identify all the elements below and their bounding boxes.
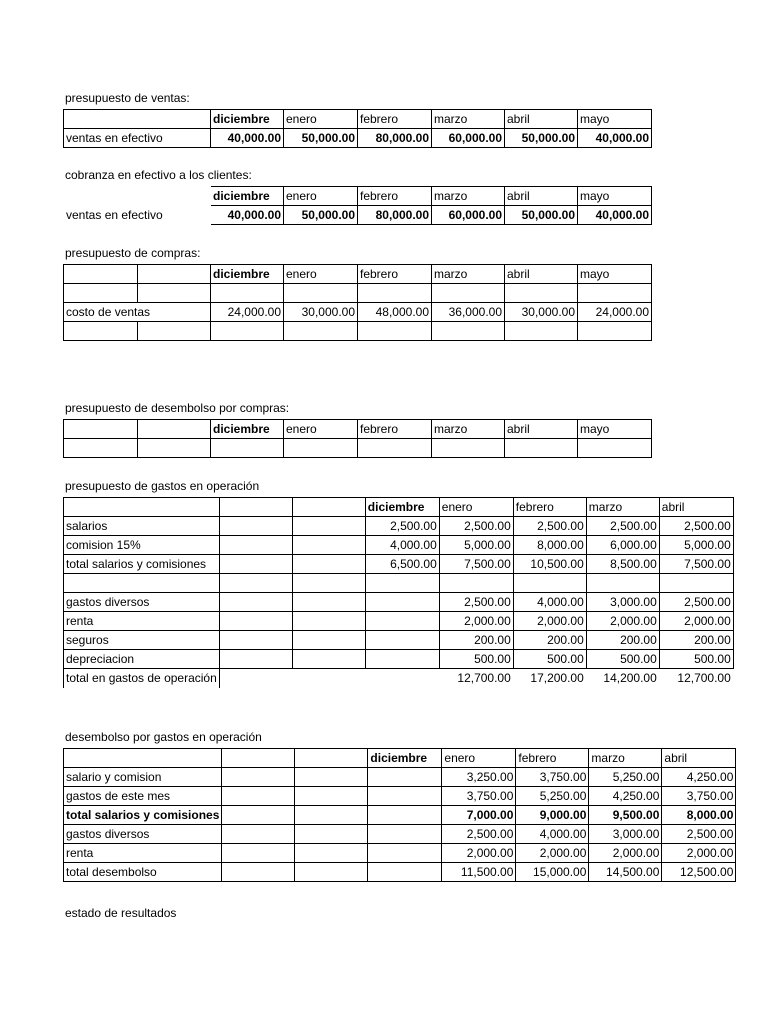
- value-cell: 2,000.00: [659, 612, 733, 631]
- value-cell: 200.00: [586, 631, 659, 650]
- value-cell: 11,500.00: [442, 863, 516, 882]
- value-cell: 14,500.00: [589, 863, 662, 882]
- month-header: febrero: [358, 187, 432, 206]
- row-label: total en gastos de operación: [64, 669, 220, 688]
- value-cell: [368, 768, 442, 787]
- ventas-title: presupuesto de ventas:: [65, 91, 190, 105]
- compras-row: [64, 303, 652, 322]
- value-cell: 3,000.00: [589, 825, 662, 844]
- value-cell: 5,250.00: [516, 787, 589, 806]
- value-cell: 2,000.00: [662, 844, 736, 863]
- value-cell: 9,500.00: [589, 806, 662, 825]
- value-cell: 2,500.00: [442, 825, 516, 844]
- row-label: renta: [64, 844, 222, 863]
- compras-table: [63, 264, 652, 341]
- value-cell: 12,700.00: [659, 669, 733, 688]
- table-row: [64, 612, 734, 631]
- value-cell: 24,000.00: [211, 303, 284, 322]
- compras-title: presupuesto de compras:: [65, 246, 201, 260]
- value-cell: 80,000.00: [358, 206, 432, 225]
- ventas-row: [64, 129, 652, 148]
- value-cell: 500.00: [659, 650, 733, 669]
- row-label: gastos de este mes: [64, 787, 222, 806]
- month-header: mayo: [578, 110, 652, 129]
- value-cell: 2,000.00: [513, 612, 586, 631]
- value-cell: 30,000.00: [284, 303, 358, 322]
- table-row: [64, 844, 736, 863]
- row-label: renta: [64, 612, 220, 631]
- gastos-header-row: [64, 498, 734, 517]
- month-header: marzo: [432, 110, 505, 129]
- value-cell: 500.00: [439, 650, 513, 669]
- month-header: febrero: [358, 265, 432, 284]
- value-cell: [368, 863, 442, 882]
- compras-header-row: [64, 265, 652, 284]
- month-header: enero: [284, 187, 358, 206]
- value-cell: 36,000.00: [432, 303, 505, 322]
- value-cell: [513, 574, 586, 593]
- value-cell: 60,000.00: [432, 129, 505, 148]
- value-cell: 3,250.00: [442, 768, 516, 787]
- cobranza-table: [63, 186, 652, 225]
- month-header: enero: [284, 265, 358, 284]
- value-cell: 6,500.00: [365, 555, 439, 574]
- value-cell: 60,000.00: [432, 206, 505, 225]
- value-cell: 2,000.00: [586, 612, 659, 631]
- month-header: diciembre: [365, 498, 439, 517]
- table-row: [64, 669, 734, 688]
- row-label: depreciacion: [64, 650, 220, 669]
- table-row: [64, 650, 734, 669]
- value-cell: 7,000.00: [442, 806, 516, 825]
- value-cell: [365, 593, 439, 612]
- value-cell: 15,000.00: [516, 863, 589, 882]
- month-header: mayo: [578, 265, 652, 284]
- row-label: salario y comision: [64, 768, 222, 787]
- value-cell: [368, 844, 442, 863]
- value-cell: 9,000.00: [516, 806, 589, 825]
- value-cell: 200.00: [513, 631, 586, 650]
- value-cell: 8,000.00: [513, 536, 586, 555]
- value-cell: 30,000.00: [505, 303, 578, 322]
- month-header: abril: [662, 749, 736, 768]
- value-cell: 50,000.00: [284, 206, 358, 225]
- row-label: total desembolso: [64, 863, 222, 882]
- month-header: abril: [505, 110, 578, 129]
- table-row: [64, 517, 734, 536]
- value-cell: 50,000.00: [505, 206, 578, 225]
- row-label: comision 15%: [64, 536, 220, 555]
- desembolso-compras-header-row: [64, 420, 652, 439]
- row-label-text: ventas en efectivo: [66, 208, 163, 222]
- month-header: diciembre: [211, 265, 284, 284]
- value-cell: 4,000.00: [513, 593, 586, 612]
- value-cell: [368, 806, 442, 825]
- value-cell: 5,000.00: [439, 536, 513, 555]
- gastos-table: [63, 497, 734, 688]
- value-cell: 6,000.00: [586, 536, 659, 555]
- month-header: enero: [439, 498, 513, 517]
- value-cell: 2,500.00: [659, 517, 733, 536]
- row-label: ventas en efectivo: [64, 129, 211, 148]
- month-header: mayo: [578, 187, 652, 206]
- ventas-table: [63, 109, 652, 148]
- value-cell: 2,500.00: [659, 593, 733, 612]
- table-row: [64, 787, 736, 806]
- value-cell: 17,200.00: [513, 669, 586, 688]
- value-cell: 40,000.00: [578, 129, 652, 148]
- value-cell: 50,000.00: [284, 129, 358, 148]
- ventas-header-row: [64, 110, 652, 129]
- value-cell: 2,000.00: [589, 844, 662, 863]
- month-header: marzo: [586, 498, 659, 517]
- month-header: marzo: [432, 420, 505, 439]
- row-label: [64, 574, 220, 593]
- month-header: marzo: [432, 187, 505, 206]
- value-cell: 3,000.00: [586, 593, 659, 612]
- table-row: [64, 806, 736, 825]
- estado-title: estado de resultados: [65, 906, 177, 920]
- value-cell: [439, 574, 513, 593]
- row-label: gastos diversos: [64, 593, 220, 612]
- value-cell: 40,000.00: [578, 206, 652, 225]
- value-cell: 4,250.00: [589, 787, 662, 806]
- value-cell: 4,000.00: [516, 825, 589, 844]
- table-row: [64, 631, 734, 650]
- row-label: seguros: [64, 631, 220, 650]
- value-cell: 200.00: [659, 631, 733, 650]
- value-cell: 14,200.00: [586, 669, 659, 688]
- table-row: [64, 768, 736, 787]
- value-cell: 10,500.00: [513, 555, 586, 574]
- value-cell: [365, 574, 439, 593]
- cobranza-title: cobranza en efectivo a los clientes:: [65, 168, 252, 182]
- month-header: mayo: [578, 420, 652, 439]
- value-cell: 12,500.00: [662, 863, 736, 882]
- month-header: febrero: [516, 749, 589, 768]
- value-cell: 2,500.00: [439, 593, 513, 612]
- month-header: diciembre: [211, 420, 284, 439]
- value-cell: 2,500.00: [513, 517, 586, 536]
- value-cell: 4,250.00: [662, 768, 736, 787]
- desembolso-compras-title: presupuesto de desembolso por compras:: [65, 401, 290, 415]
- compras-empty-row: [64, 322, 652, 341]
- value-cell: 48,000.00: [358, 303, 432, 322]
- value-cell: 50,000.00: [505, 129, 578, 148]
- month-header: abril: [659, 498, 733, 517]
- cobranza-header-row: [64, 187, 652, 206]
- value-cell: 500.00: [586, 650, 659, 669]
- row-label: gastos diversos: [64, 825, 222, 844]
- value-cell: 80,000.00: [358, 129, 432, 148]
- row-label: total salarios y comisiones: [64, 555, 220, 574]
- value-cell: [365, 669, 439, 688]
- table-row: [64, 536, 734, 555]
- value-cell: 2,000.00: [516, 844, 589, 863]
- value-cell: 7,500.00: [439, 555, 513, 574]
- month-header: enero: [442, 749, 516, 768]
- value-cell: 2,500.00: [662, 825, 736, 844]
- table-row: [64, 574, 734, 593]
- value-cell: 2,000.00: [439, 612, 513, 631]
- value-cell: 200.00: [439, 631, 513, 650]
- value-cell: 3,750.00: [662, 787, 736, 806]
- desembolso-compras-table: [63, 419, 652, 458]
- value-cell: 40,000.00: [211, 129, 284, 148]
- month-header: enero: [284, 420, 358, 439]
- value-cell: 8,500.00: [586, 555, 659, 574]
- row-label: total salarios y comisiones: [64, 806, 222, 825]
- value-cell: [586, 574, 659, 593]
- month-header: diciembre: [211, 110, 284, 129]
- month-header: febrero: [358, 420, 432, 439]
- value-cell: [365, 631, 439, 650]
- value-cell: 5,000.00: [659, 536, 733, 555]
- value-cell: 2,500.00: [365, 517, 439, 536]
- table-row: [64, 825, 736, 844]
- gastos-title: presupuesto de gastos en operación: [65, 479, 260, 493]
- value-cell: 2,000.00: [442, 844, 516, 863]
- value-cell: [365, 650, 439, 669]
- value-cell: [368, 787, 442, 806]
- month-header: marzo: [432, 265, 505, 284]
- table-row: [64, 593, 734, 612]
- month-header: enero: [284, 110, 358, 129]
- value-cell: [659, 574, 733, 593]
- month-header: diciembre: [368, 749, 442, 768]
- value-cell: 3,750.00: [442, 787, 516, 806]
- value-cell: [368, 825, 442, 844]
- row-label: costo de ventas: [64, 303, 211, 322]
- row-label: salarios: [64, 517, 220, 536]
- value-cell: 3,750.00: [516, 768, 589, 787]
- month-header: diciembre: [211, 187, 284, 206]
- value-cell: 2,500.00: [586, 517, 659, 536]
- desembolso-gastos-table: [63, 748, 736, 882]
- month-header: abril: [505, 265, 578, 284]
- value-cell: 5,250.00: [589, 768, 662, 787]
- value-cell: 7,500.00: [659, 555, 733, 574]
- value-cell: 4,000.00: [365, 536, 439, 555]
- month-header: abril: [505, 187, 578, 206]
- desembolso-gastos-title: desembolso por gastos en operación: [65, 730, 262, 744]
- desembolso-compras-empty-row: [64, 439, 652, 458]
- value-cell: 12,700.00: [439, 669, 513, 688]
- value-cell: 8,000.00: [662, 806, 736, 825]
- month-header: abril: [505, 420, 578, 439]
- table-row: [64, 555, 734, 574]
- desembolso-gastos-header-row: [64, 749, 736, 768]
- month-header: febrero: [513, 498, 586, 517]
- value-cell: 40,000.00: [211, 206, 284, 225]
- value-cell: 2,500.00: [439, 517, 513, 536]
- value-cell: [365, 612, 439, 631]
- month-header: marzo: [589, 749, 662, 768]
- month-header: febrero: [358, 110, 432, 129]
- table-row: [64, 863, 736, 882]
- row-label: [64, 206, 211, 225]
- value-cell: 24,000.00: [578, 303, 652, 322]
- cobranza-row: [64, 206, 652, 225]
- compras-empty-row: [64, 284, 652, 303]
- value-cell: 500.00: [513, 650, 586, 669]
